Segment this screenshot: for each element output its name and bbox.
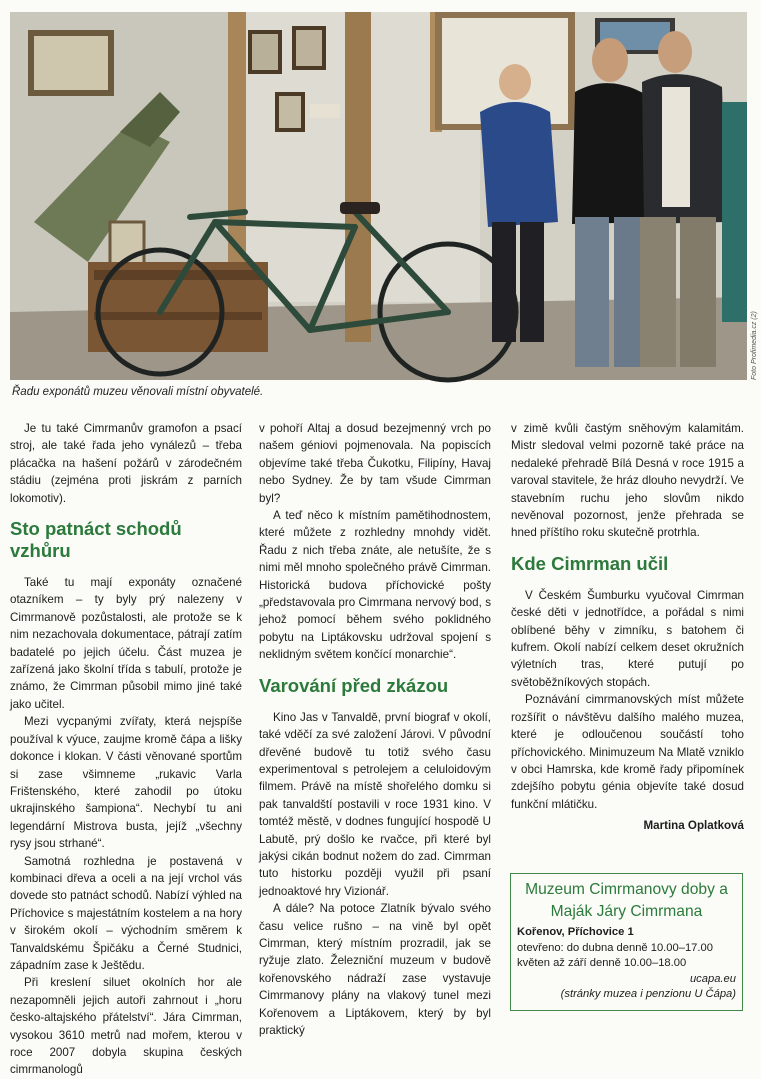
text-column-3 xyxy=(511,420,744,835)
photo-credit: Foto Profimedia.cz (2) xyxy=(751,311,758,380)
paragraph: Poznávání cimrmanovských míst můžete rozšířit o návštěvu dalšího malého muzea, které je odloučenou součástí toho příchovického. Minimuzeum Na Mlatě vzniklo v obci Hamrska, kde kromě řady připomínek zdejšího pobytu génia objevíte také dosud funkční mlátičku. xyxy=(511,693,744,811)
paragraph: Samotná rozhledna je postavená v kombinaci dřeva a oceli a na její vrchol vás dovede sto patnáct schodů. Nabízí výhled na Příchovice s majestátním kostelem a na hory v širokém okolí – východním směrem k Tanvaldskému Špičáku a Černé Studnici, západním zase k Ještědu. xyxy=(10,854,242,972)
museum-address: Kořenov, Příchovice 1 xyxy=(517,926,634,938)
museum-info-box xyxy=(510,873,743,1011)
museum-photo xyxy=(10,12,747,380)
opening-hours-winter: otevřeno: do dubna denně 10.00–17.00 xyxy=(517,941,713,954)
author-name: Martina Oplatková xyxy=(643,819,744,833)
paragraph: V Českém Šumburku vyučoval Cimrman české děti v jednotřídce, a pořádal s nimi oblíbené běhy v zimníku, s batohem či kufrem. Okolí nabízí celkem deset okružních výletních tras, které putují po světoběžníkových stopách. xyxy=(511,588,744,689)
section-heading: Varování před zkázou xyxy=(259,674,449,696)
paragraph: Kino Jas v Tanvaldě, první biograf v okolí, také vděčí za své založení Járovi. V původní dřevěné budově tu totiž svého času experimentoval s petrolejem a celuloidovým filmem. Právě na místě shořelého domku si pak tanvaldští postavili v roce 1931 kino. V tomtéž městě, v dodnes fungující hospodě U Labutě, prý došlo ke rvačce, při které byl jakýsi cikán bodnut nožem do zad. Cimrman tuto historku později využil při psaní jednoaktové hry Vizionář. xyxy=(259,710,491,898)
paragraph: A dále? Na potoce Zlatník bývalo svého času velice rušno – na vině byl opět Cimrman, který místním prozradil, jak se ryžuje zlato. Železniční muzeum v budově kořenovského nádraží zase vystavuje Cimrmanovy plány na vlakový tunel mezi Kořenovem a Liptákovem, který by byl praktický xyxy=(259,902,491,1037)
paragraph: Je tu také Cimrmanův gramofon a psací stroj, ale také řada jeho vynálezů – třeba plácačka na hašení požárů v zárodečném stádiu (zejména proti jiskrám z parních lokomotiv). xyxy=(10,422,242,505)
paragraph: Také tu mají exponáty označené otazníkem – ty byly prý nalezeny v Cimrmanově pozůstalosti, ale protože se k nim nezachovala dokumentace, pátrají zatím badatelé po jejich účelu. Část muzea je zařízená jako školní třída s tabulí, protože je známo, že Cimrman působil mimo jiné také jako učitel. xyxy=(10,576,242,711)
museum-website-link[interactable]: ucapa.eu xyxy=(689,972,736,985)
museum-interior-illustration xyxy=(10,12,747,380)
text-column-1 xyxy=(10,420,242,1079)
website-note: (stránky muzea i penzionu U Čápa) xyxy=(560,988,736,1001)
section-heading: Kde Cimrman učil xyxy=(511,552,669,574)
text-column-2 xyxy=(259,420,491,1039)
info-box-title: Muzeum Cimrmanovy doby a Maják Járy Cimrmana xyxy=(525,881,728,920)
paragraph: v pohoří Altaj a dosud bezejmenný vrch po našem géniovi pojmenovala. Na popiscích objevíme také třeba Čukotku, Filipíny, Havaj nebo Sydney. Že by tam všude Cimrman byl? xyxy=(259,422,491,505)
paragraph: Při kreslení siluet okolních hor ale nezapomněli jejich autoři zahrnout i „horu česko-altajského přátelství“. Jára Cimrman, vysokou 3610 metrů nad mořem, kterou v roce 2007 dobyla skupina českých cimrmanologů xyxy=(10,976,242,1077)
photo-caption: Řadu exponátů muzeu věnovali místní obyvatelé. xyxy=(12,386,264,398)
paragraph: v zimě kvůli častým sněhovým kalamitám. Mistr sledoval velmi pozorně také práce na nedaleké přehradě Bílá Desná v roce 1915 a varoval stavitele, že hráz dlouho nevydrží. Ve stavebním ruchu jeho slovům nikdo nevěnoval pozornost, jenže přehrada se hned příštího roku skutečně protrhla. xyxy=(511,422,744,540)
section-heading: Sto patnáct schodů vzhůru xyxy=(10,518,182,562)
opening-hours-summer: květen až září denně 10.00–18.00 xyxy=(517,957,687,970)
paragraph: A teď něco k místním pamětihodnostem, které můžete z rozhledny mnohdy vidět. Řadu z nich třeba znáte, ale netušíte, že s nimi měl mnoho společného právě Cimrman. Historická budova příchovické pošty „představovala pro Cimrmana nervový bod, s jehož pomocí během svého poklidného pobytu na Liptákovsku udržoval spojení s neklidným světem končící monarchie“. xyxy=(259,509,491,662)
paragraph: Mezi vycpanými zvířaty, která nejspíše používal k výuce, zaujme kromě čápa a lišky dokonce i klokan. V části věnované sportům si zase všimneme „rukavic Varla Frištenského, které zahodil po útoku ukrajinského šampiona“. Nechybí tu ani legendární Mistrova busta, jejíž „všechny rysy jsou strhané“. xyxy=(10,715,242,851)
